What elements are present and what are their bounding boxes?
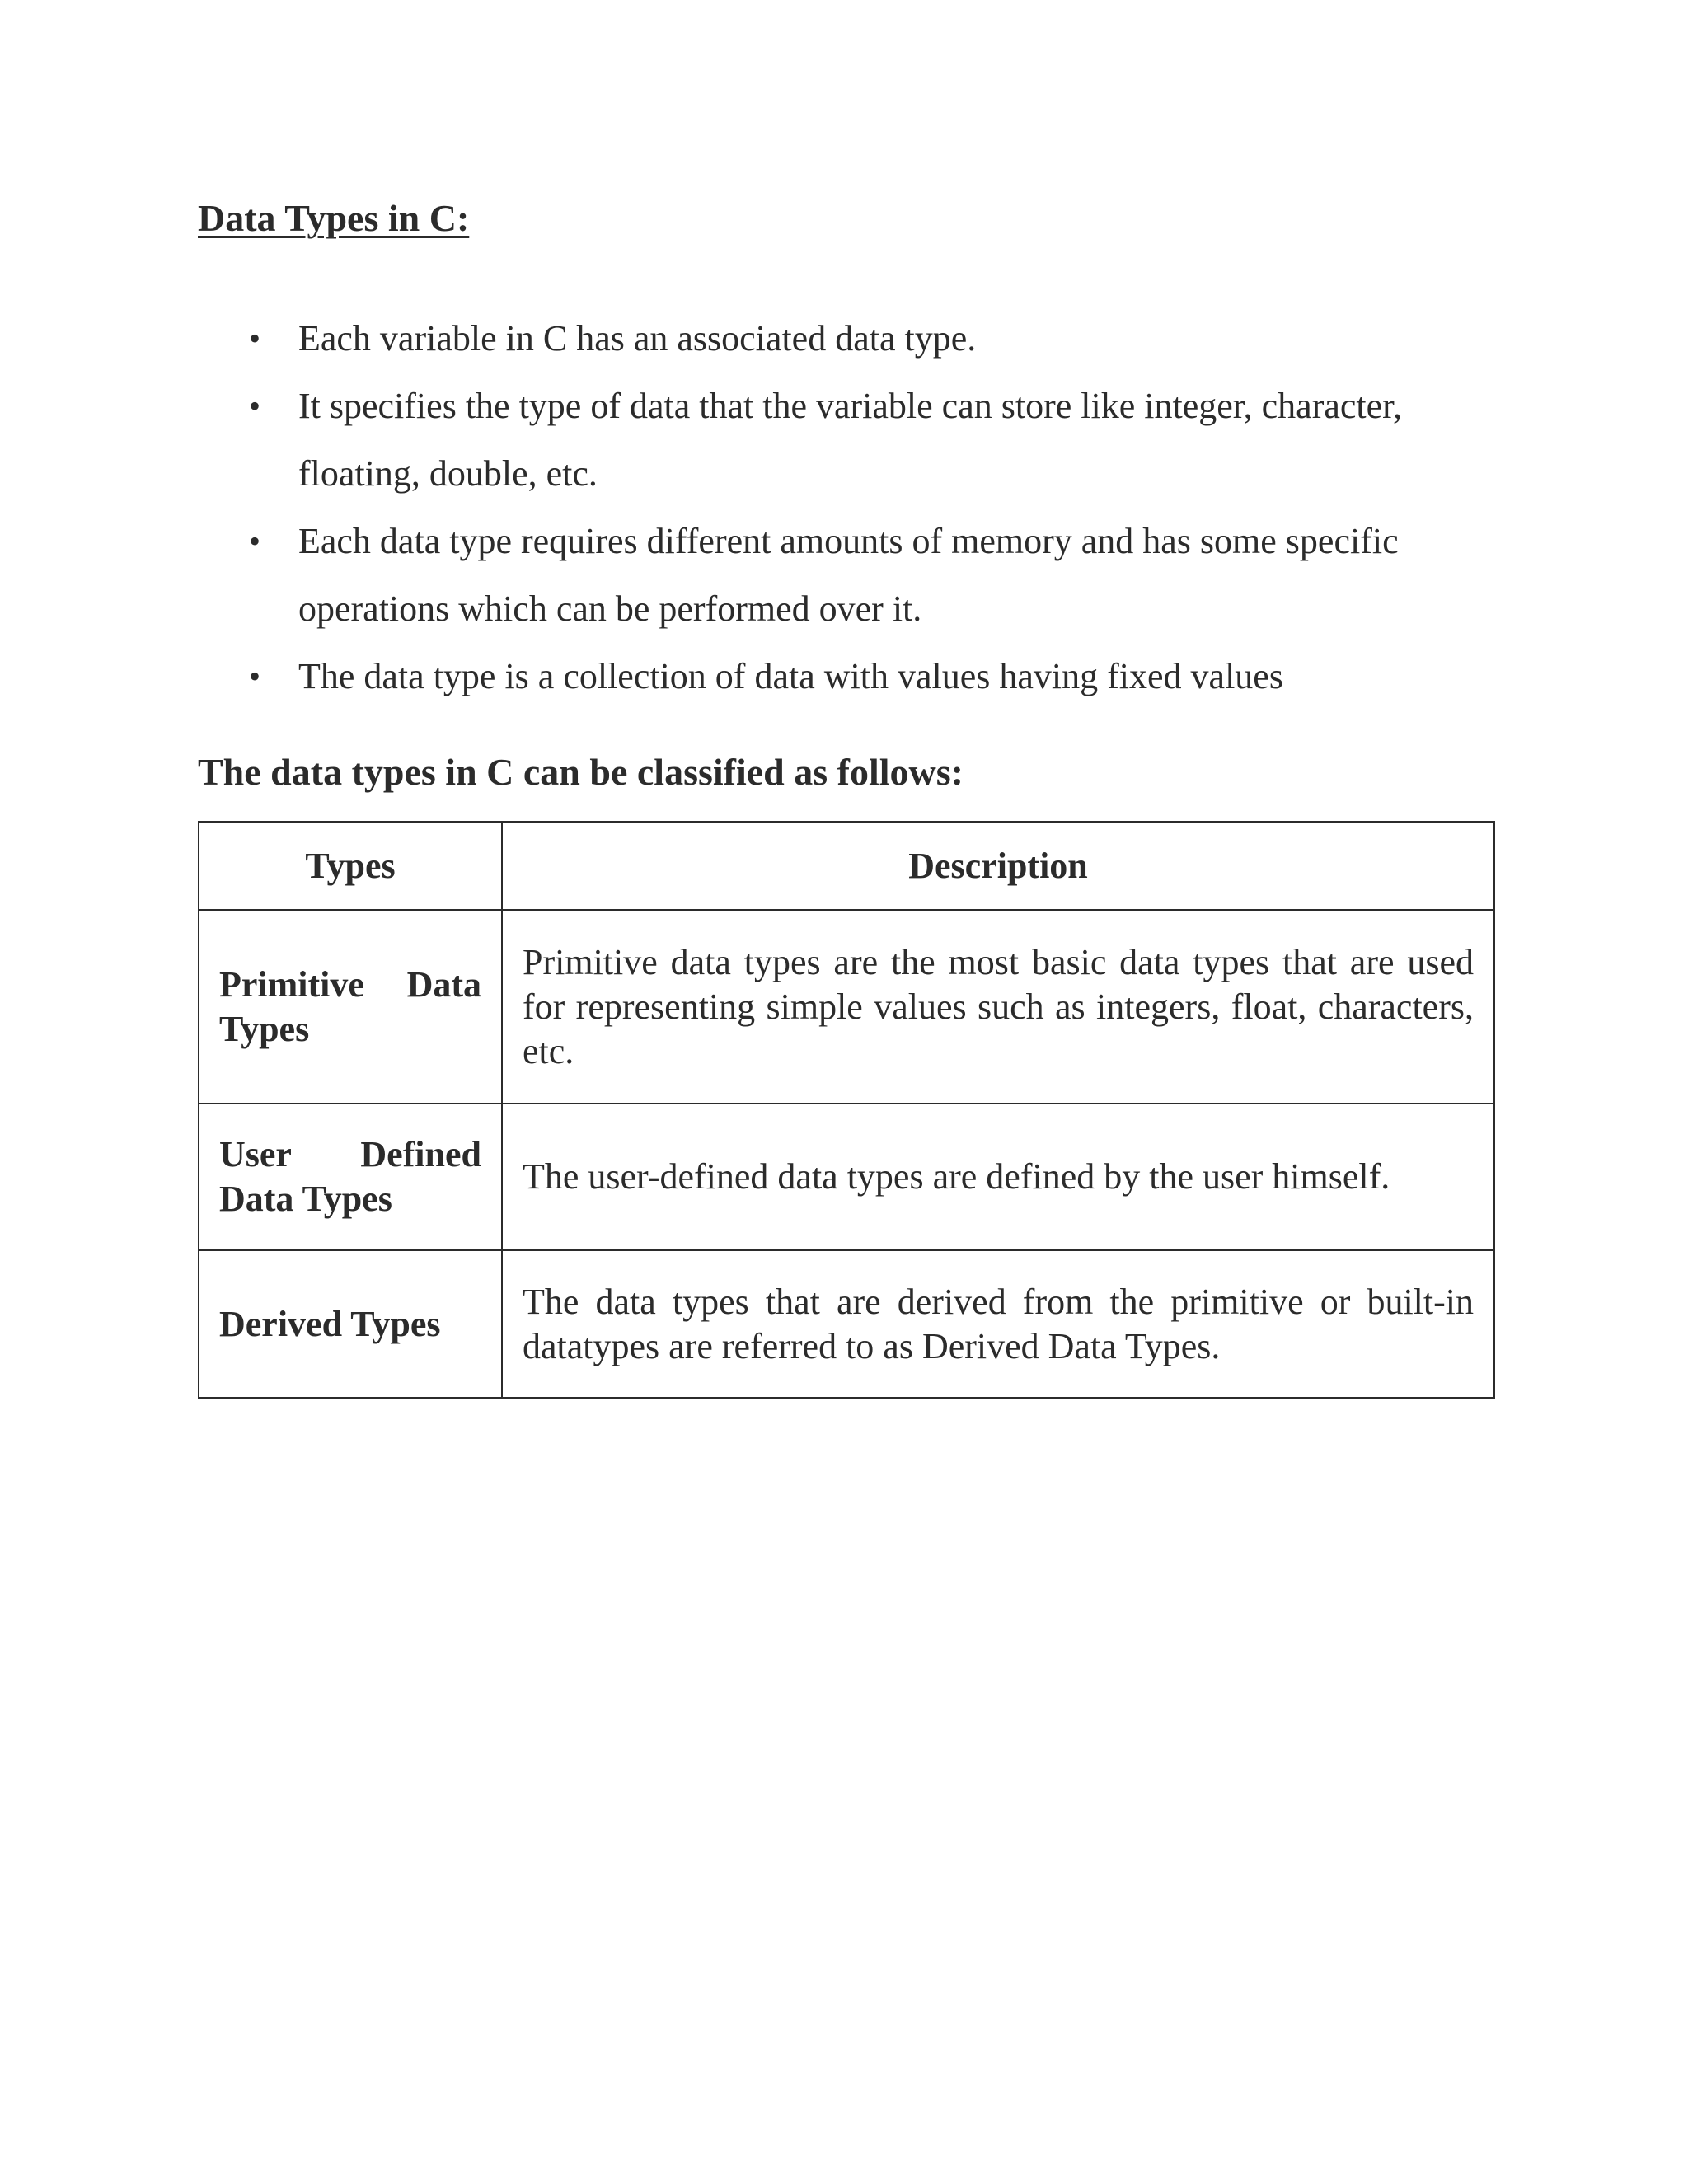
bullet-list xyxy=(198,305,1493,710)
bullet-text: It specifies the type of data that the variable can store like integer, character, floating, double, etc. xyxy=(298,386,1403,494)
bullet-text: The data type is a collection of data with values having fixed values xyxy=(298,656,1283,696)
table-header-row xyxy=(199,822,1494,910)
list-item xyxy=(198,373,1493,508)
header-description: Description xyxy=(502,822,1494,910)
type-cell: Primitive Data Types xyxy=(199,910,502,1104)
list-item xyxy=(198,643,1493,710)
description-cell: Primitive data types are the most basic data types that are used for representing simple values such as integers, float, characters, etc. xyxy=(502,910,1494,1104)
bullet-icon: • xyxy=(249,320,261,357)
header-types: Types xyxy=(199,822,502,910)
bullet-icon: • xyxy=(249,658,261,695)
type-cell: Derived Types xyxy=(199,1250,502,1398)
table-row xyxy=(199,1104,1494,1250)
type-cell: User Defined Data Types xyxy=(199,1104,502,1250)
bullet-text: Each data type requires different amounts of memory and has some specific operations which can be performed over it. xyxy=(298,521,1399,629)
bullet-icon: • xyxy=(249,387,261,424)
bullet-text: Each variable in C has an associated data type. xyxy=(298,318,977,359)
list-item xyxy=(198,508,1493,643)
description-cell: The user-defined data types are defined by the user himself. xyxy=(502,1104,1494,1250)
bullet-icon: • xyxy=(249,523,261,560)
table-row xyxy=(199,1250,1494,1398)
list-item xyxy=(198,305,1493,373)
page-title: Data Types in C: xyxy=(198,197,470,239)
description-cell: The data types that are derived from the primitive or built-in datatypes are referred to as Derived Data Types. xyxy=(502,1250,1494,1398)
table-row xyxy=(199,910,1494,1104)
section-heading: The data types in C can be classified as follows: xyxy=(198,751,964,793)
data-types-table xyxy=(198,821,1495,1399)
